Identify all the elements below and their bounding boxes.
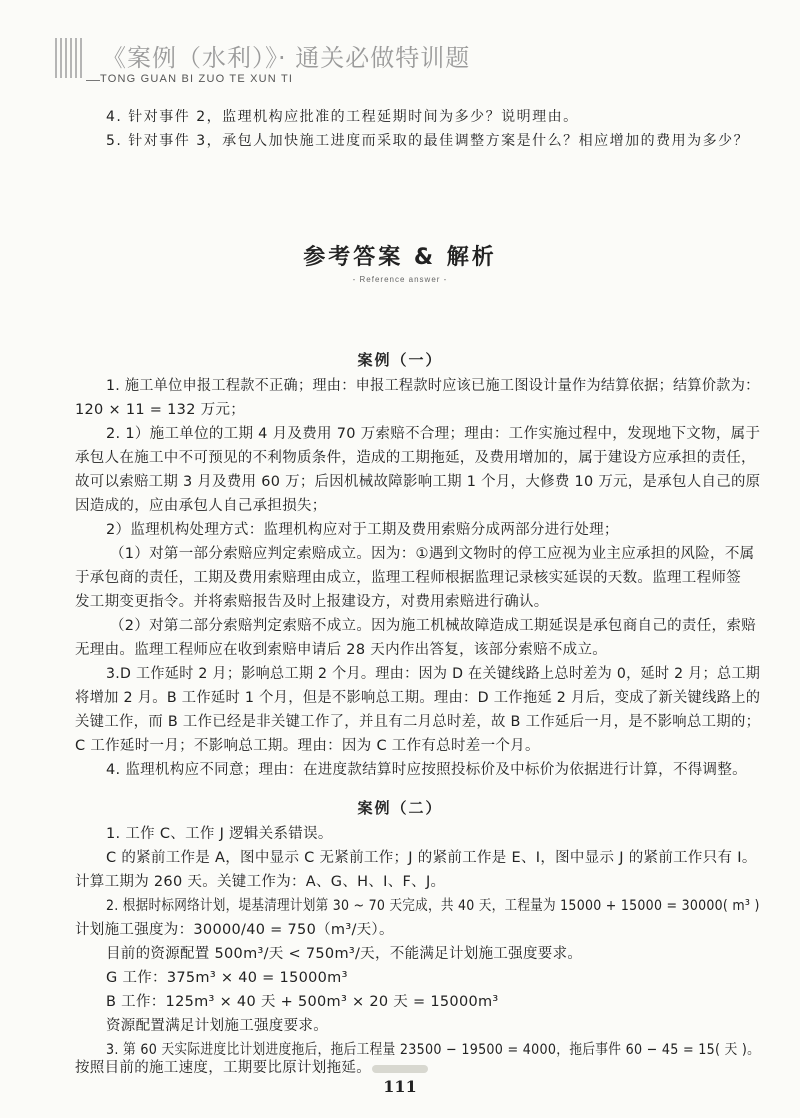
header-divider xyxy=(86,80,100,81)
case2-line: 计划施工强度为：30000/40 = 750（m³/天）。 xyxy=(75,922,394,938)
reference-subtitle: - Reference answer - xyxy=(352,275,448,284)
case1-line: （1）对第一部分索赔应判定索赔成立。因为：①遇到文物时的停工应视为业主应承担的风险，不属 xyxy=(110,546,755,562)
case1-line: C 工作延时一月；不影响总工期。理由：因为 C 工作有总时差一个月。 xyxy=(75,738,540,754)
case2-line: 计算工期为 260 天。关键工作为：A、G、H、I、F、J。 xyxy=(75,874,446,890)
case1-line: 故可以索赔工期 3 月及费用 60 万；后因机械故障影响工期 1 个月，大修费 10 万元，是承包人自己的原 xyxy=(75,474,761,490)
question-5: 5. 针对事件 3，承包人加快施工进度而采取的最佳调整方案是什么？相应增加的费用为多少？ xyxy=(106,133,750,149)
page-number-decoration xyxy=(372,1065,428,1073)
case2-line: C 的紧前工作是 A，图中显示 C 无紧前工作；J 的紧前工作是 E、I，图中显示 J 的紧前工作只有 I。 xyxy=(106,850,757,866)
case1-line: 承包人在施工中不可预见的不利物质条件，造成的工期拖延，及费用增加的，属于建设方应承担的责任， xyxy=(75,450,756,466)
case1-line: 3.D 工作延时 2 月；影响总工期 2 个月。理由：因为 D 在关键线路上总时差为 0，延时 2 月；总工期 xyxy=(106,666,761,682)
header-stripes-decoration xyxy=(52,36,86,80)
case1-line: 4. 监理机构应不同意；理由：在进度款结算时应按照投标价及中标价为依据进行计算，不得调整。 xyxy=(106,762,747,778)
case2-line: 2. 根据时标网络计划，堤基清理计划第 30 ~ 70 天完成，共 40 天，工程量为 15000 + 15000 = 30000( m³ ) xyxy=(106,898,760,914)
case1-line: 无理由。监理工程师应在收到索赔申请后 28 天内作出答复，该部分索赔不成立。 xyxy=(75,642,608,658)
case1-line: （2）对第二部分索赔判定索赔不成立。因为施工机械故障造成工期延误是承包商自己的责任，索赔 xyxy=(110,618,756,634)
reference-title: 参考答案 & 解析 xyxy=(303,245,497,270)
case1-line: 2）监理机构处理方式：监理机构应对于工期及费用索赔分成两部分进行处理； xyxy=(106,522,619,538)
case2-line: 目前的资源配置 500m³/天 < 750m³/天，不能满足计划施工强度要求。 xyxy=(106,946,583,962)
case1-line: 120 × 11 = 132 万元； xyxy=(75,402,246,418)
page-header xyxy=(0,0,800,90)
case2-line: 1. 工作 C、工作 J 逻辑关系错误。 xyxy=(106,826,333,842)
case1-heading: 案例（一） xyxy=(357,351,443,369)
case1-line: 于承包商的责任，工期及费用索赔理由成立，监理工程师根据监理记录核实延误的天数。监理工程师签 xyxy=(75,570,741,586)
header-title: 《案例（水利）》· 通关必做特训题 xyxy=(102,44,471,72)
case1-line: 发工期变更指令。并将索赔报告及时上报建设方，对费用索赔进行确认。 xyxy=(75,594,549,610)
case1-line: 将增加 2 月。B 工作延时 1 个月，但是不影响总工期。理由：D 工作拖延 2 月后，变成了新关键线路上的 xyxy=(75,690,761,706)
case1-line: 2. 1）施工单位的工期 4 月及费用 70 万索赔不合理；理由：工作实施过程中，发现地下文物，属于 xyxy=(106,426,761,442)
header-subtitle: TONG GUAN BI ZUO TE XUN TI xyxy=(100,73,294,85)
page-number: 111 xyxy=(383,1077,417,1096)
case2-line: G 工作：375m³ × 40 = 15000m³ xyxy=(106,970,348,986)
case2-line: 3. 第 60 天实际进度比计划进度拖后，拖后工程量 23500 − 19500 = 4000，拖后事件 60 − 45 = 15( 天 )。 xyxy=(106,1042,761,1058)
case1-line: 因造成的，应由承包人自己承担损失； xyxy=(75,498,327,514)
case2-line: 按照目前的施工速度，工期要比原计划拖延。 xyxy=(75,1060,371,1076)
case1-line: 关键工作，而 B 工作已经是非关键工作了，并且有二月总时差，故 B 工作延后一月，是不影响总工期的； xyxy=(75,714,761,730)
case1-line: 1. 施工单位申报工程款不正确；理由：申报工程款时应该已施工图设计量作为结算依据；结算价款为： xyxy=(106,378,760,394)
case2-line: B 工作：125m³ × 40 天 + 500m³ × 20 天 = 15000m³ xyxy=(106,994,499,1010)
case2-heading: 案例（二） xyxy=(357,799,443,817)
question-4: 4. 针对事件 2，监理机构应批准的工程延期时间为多少？说明理由。 xyxy=(106,109,579,125)
case2-line: 资源配置满足计划施工强度要求。 xyxy=(106,1018,328,1034)
